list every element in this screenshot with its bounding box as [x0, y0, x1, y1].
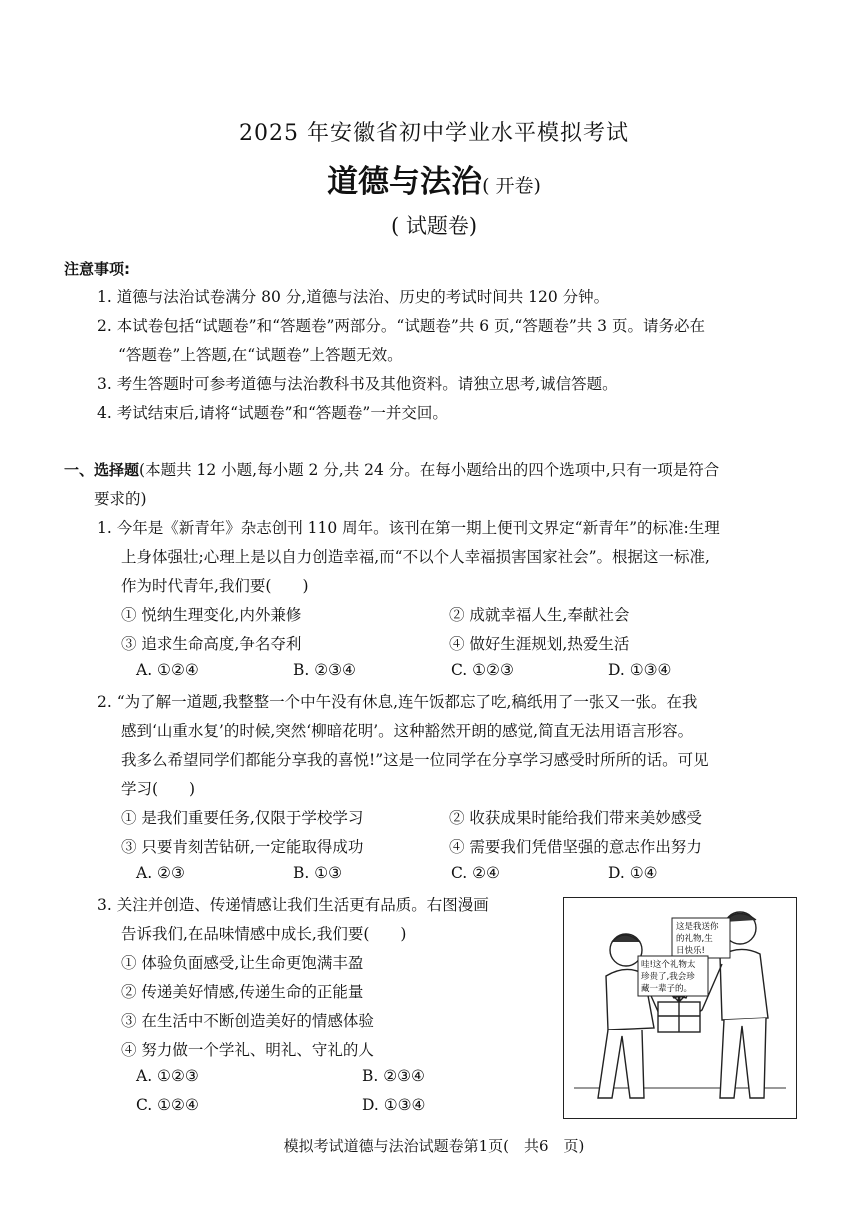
- subject-title: [0, 156, 868, 201]
- statement: ③ 追求生命高度,争名夺利: [121, 635, 302, 653]
- statement: ② 传递美好情感,传递生命的正能量: [121, 983, 364, 1001]
- subject-name: 道德与法治: [327, 164, 483, 200]
- option-d: D. ①③④: [362, 1096, 426, 1114]
- bubble1-line: 这是我送你: [676, 922, 719, 932]
- bubble1-line: 日快乐!: [676, 946, 705, 956]
- gift-cartoon: [563, 897, 797, 1119]
- bubble2-line: 哇!这个礼物太: [641, 960, 696, 970]
- question-line: 告诉我们,在品味情感中成长,我们要( ): [121, 925, 407, 943]
- option-a: A. ②③: [136, 864, 185, 882]
- statement: ③ 只要肯刻苦钻研,一定能取得成功: [121, 838, 364, 856]
- question-line: 学习( ): [121, 780, 196, 798]
- section-label: 一、选择题: [64, 461, 140, 479]
- option-b: B. ①③: [293, 864, 343, 882]
- option-c: C. ①②③: [451, 661, 514, 679]
- statement: ② 成就幸福人生,奉献社会: [449, 606, 630, 624]
- question-line: 3. 关注并创造、传递情感让我们生活更有品质。右图漫画: [97, 896, 489, 914]
- question-line: 上身体强壮;心理上是以自力创造幸福,而“不以个人幸福损害国家社会”。根据这一标准,: [121, 548, 710, 566]
- notice-item: “答题卷”上答题,在“试题卷”上答题无效。: [118, 346, 403, 364]
- option-b: B. ②③④: [362, 1067, 425, 1085]
- cartoon-drawing: [564, 898, 796, 1118]
- option-c: C. ②④: [451, 864, 500, 882]
- option-a: A. ①②③: [136, 1067, 199, 1085]
- bubble1-line: 的礼物,生: [676, 934, 713, 944]
- exam-title: 2025 年安徽省初中学业水平模拟考试: [239, 121, 629, 146]
- option-a: A. ①②④: [136, 661, 199, 679]
- section-desc-cont: 要求的): [94, 490, 147, 508]
- notice-item: 3. 考生答题时可参考道德与法治教科书及其他资料。请独立思考,诚信答题。: [97, 375, 618, 393]
- question-line: 感到‘山重水复’的时候,突然‘柳暗花明’。这种豁然开朗的感觉,简直无法用语言形容。: [121, 722, 694, 740]
- question-line: 我多么希望同学们都能分享我的喜悦!”这是一位同学在分享学习感受时所所的话。可见: [121, 751, 709, 769]
- statement: ① 体验负面感受,让生命更饱满丰盈: [121, 954, 364, 972]
- gift-box: [658, 995, 700, 1032]
- statement: ③ 在生活中不断创造美好的情感体验: [121, 1012, 374, 1030]
- notice-item: 2. 本试卷包括“试题卷”和“答题卷”两部分。“试题卷”共 6 页,“答题卷”共 3 页。请务必在: [97, 317, 705, 335]
- section-desc: (本题共 12 小题,每小题 2 分,共 24 分。在每小题给出的四个选项中,只有一项是符合: [139, 461, 720, 479]
- statement: ① 悦纳生理变化,内外兼修: [121, 606, 302, 624]
- question-line: 1. 今年是《新青年》杂志创刊 110 周年。该刊在第一期上便刊文界定“新青年”的标准:生理: [97, 519, 720, 537]
- statement: ④ 努力做一个学礼、明礼、守礼的人: [121, 1041, 374, 1059]
- option-c: C. ①②④: [136, 1096, 199, 1114]
- notice-item: 4. 考试结束后,请将“试题卷”和“答题卷”一并交回。: [97, 404, 448, 422]
- option-b: B. ②③④: [293, 661, 356, 679]
- bubble2-line: 珍贵了,我会珍: [641, 972, 695, 982]
- statement: ④ 做好生涯规划,热爱生活: [449, 635, 630, 653]
- question-line: 作为时代青年,我们要( ): [121, 577, 309, 595]
- paper-type: ( 试题卷): [390, 214, 478, 238]
- notice-item: 1. 道德与法治试卷满分 80 分,道德与法治、历史的考试时间共 120 分钟。: [97, 288, 610, 306]
- statement: ① 是我们重要任务,仅限于学校学习: [121, 809, 364, 827]
- subject-note: ( 开卷): [482, 175, 541, 197]
- option-d: D. ①③④: [608, 661, 672, 679]
- statement: ④ 需要我们凭借坚强的意志作出努力: [449, 838, 702, 856]
- bubble2-line: 藏一辈子的。: [641, 984, 693, 994]
- question-line: 2. “为了解一道题,我整整一个中午没有休息,连午饭都忘了吃,稿纸用了一张又一张。在我: [97, 693, 698, 711]
- page-footer: 模拟考试道德与法治试题卷第1页( 共6 页): [283, 1137, 585, 1155]
- notice-heading: 注意事项:: [64, 260, 130, 278]
- option-d: D. ①④: [608, 864, 658, 882]
- section-heading: [64, 458, 719, 480]
- statement: ② 收获成果时能给我们带来美妙感受: [449, 809, 702, 827]
